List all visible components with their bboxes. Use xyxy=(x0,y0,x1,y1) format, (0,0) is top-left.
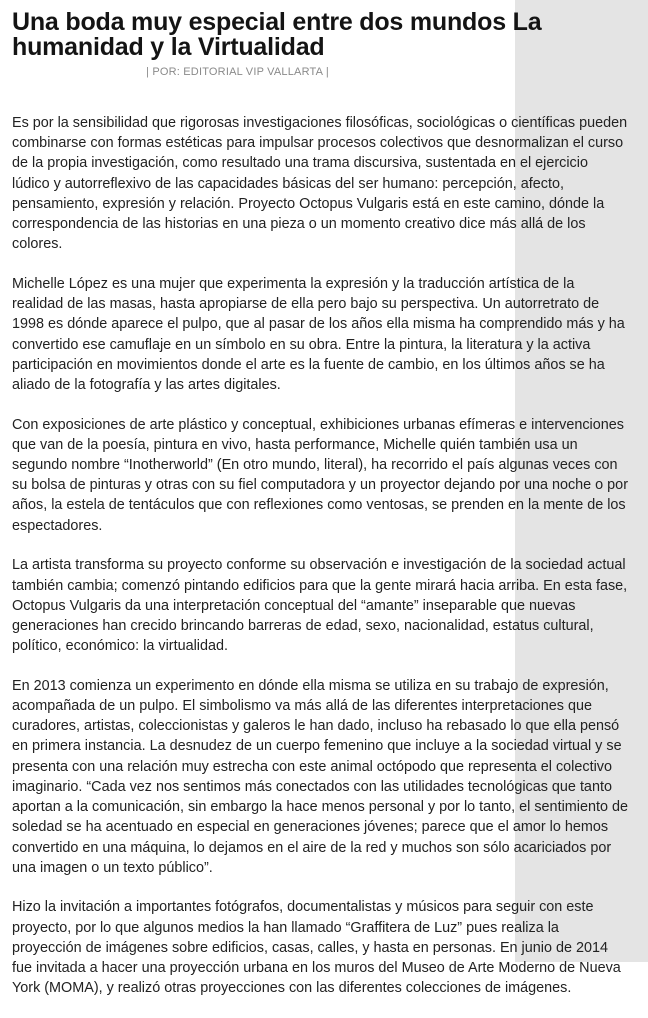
article-paragraph-5: En 2013 comienza un experimento en dónde ella misma se utiliza en su trabajo de expresión, acompañada de un pulpo. El simbolismo va más allá de las diferentes interpretaciones que curadores, artistas, coleccionistas y galeros le han dado, incluso ha rebasado lo que ella pensó en primera instancia. La desnudez de un cuerpo femenino que incluye a la sociedad virtual y se presenta con una relación muy estrecha con este animal octópodo que representa el colectivo imaginario. “Cada vez nos sentimos más conectados con las utilidades tecnológicas que tanto aportan a la comunicación, sin embargo la hace menos personal y por lo tanto, el sentimiento de soledad se ha acentuado en especial en generaciones jóvenes; parece que el amor lo hemos convertido en una máquina, lo dejamos en el aire de la red y muchos son sólo acariciados por una imagen o un texto público”. xyxy=(12,677,628,876)
article-paragraph-6: Hizo la invitación a importantes fotógrafos, documentalistas y músicos para seguir con este proyecto, por lo que algunos medios la han llamado “Graffitera de Luz” pues realiza la proyección de imágenes sobre edificios, casas, calles, y hasta en personas. En junio de 2014 fue invitada a hacer una proyección urbana en los muros del Museo de Arte Moderno de Nueva York (MOMA), y realizó otras proyecciones con las diferentes colecciones de imágenes. xyxy=(12,899,621,997)
article-paragraph-4: La artista transforma su proyecto conforme su observación e investigación de la sociedad actual también cambia; comenzó pintando edificios para que la gente mirará hacia arriba. En esta fase, Octopus Vulgaris da una interpretación conceptual del “amante” inseparable que nuevas generaciones han crecido brincando barreras de edad, sexo, nacionalidad, estatus cultural, político, económico: la virtualidad. xyxy=(12,557,628,655)
article xyxy=(12,10,628,1018)
article-byline: | POR: EDITORIAL VIP VALLARTA | xyxy=(146,66,329,78)
article-body xyxy=(12,113,628,998)
article-paragraph-3: Con exposiciones de arte plástico y conceptual, exhibiciones urbanas efímeras e intervenciones que van de la poesía, pintura en vivo, hasta performance, Michelle quién también usa un segundo nombre “Inotherworld” (En otro mundo, literal), ha recorrido el país algunas veces con su bolsa de pinturas y otras con su fiel computadora y un proyector dejando por una noche o por años, la estela de tentáculos que con reflexiones como ventosas, se prenden en la mente de los espectadores. xyxy=(12,416,628,534)
article-paragraph-1: Es por la sensibilidad que rigorosas investigaciones filosóficas, sociológicas o científicas pueden combinarse con formas estéticas para impulsar procesos colectivos que desnormalizan el curso de la propia investigación, como resultado una trama discursiva, sustentada en el ejercicio lúdico y autorreflexivo de las capacidades básicas del ser humano: percepción, afecto, pensamiento, expresión y relación. Proyecto Octopus Vulgaris está en este camino, dónde la correspondencia de las historias en una pieza o un momento creativo dice más allá de los colores. xyxy=(12,115,628,253)
article-title: Una boda muy especial entre dos mundos La humanidad y la Virtualidad xyxy=(12,8,542,61)
article-paragraph-2: Michelle López es una mujer que experimenta la expresión y la traducción artística de la realidad de las masas, hasta apropiarse de ella pero bajo su perspectiva. Un autorretrato de 1998 es dónde aparece el pulpo, que al pasar de los años ella misma ha comprendido más y ha convertido ese camuflaje en un símbolo en su obra. Entre la pintura, la literatura y la activa participación en movimientos donde el arte es la fuente de cambio, en los últimos años se ha aliado de la fotografía y las artes digitales. xyxy=(12,275,625,393)
